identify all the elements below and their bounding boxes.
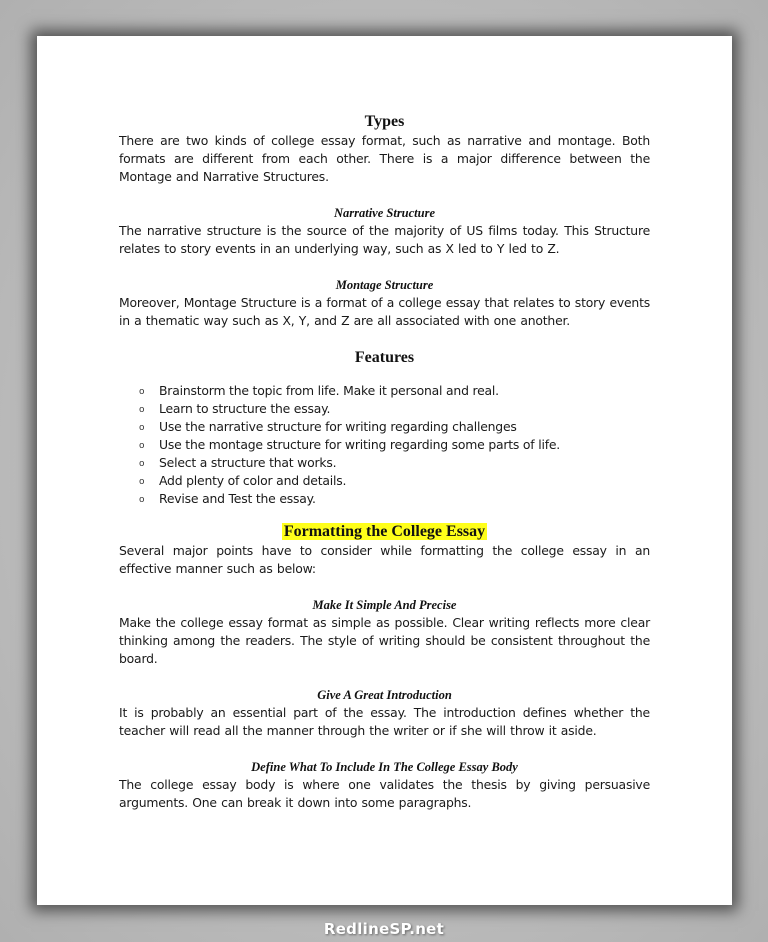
list-item-text: Brainstorm the topic from life. Make it personal and real. bbox=[159, 383, 499, 398]
features-list bbox=[119, 382, 650, 508]
list-item bbox=[119, 490, 650, 508]
spacer bbox=[119, 330, 650, 348]
paragraph-simple-precise: Make the college essay format as simple as possible. Clear writing reflects more clear thinking among the readers. The style of writing should be consistent throughout the board. bbox=[119, 615, 650, 666]
section-formatting bbox=[119, 522, 650, 578]
list-item-text: Learn to structure the essay. bbox=[159, 401, 331, 416]
list-item-text: Use the narrative structure for writing regarding challenges bbox=[159, 419, 517, 434]
circle-bullet-icon: o bbox=[139, 387, 145, 397]
spacer bbox=[119, 186, 650, 204]
paragraph-montage-structure: Moreover, Montage Structure is a format of a college essay that relates to story events in a thematic way such as X, Y, and Z are all associated with one another. bbox=[119, 295, 650, 328]
list-item bbox=[119, 472, 650, 490]
heading-types: Types bbox=[364, 113, 405, 130]
circle-bullet-icon: o bbox=[139, 441, 145, 451]
list-item-text: Add plenty of color and details. bbox=[159, 473, 347, 488]
section-simple-precise bbox=[119, 596, 650, 668]
section-introduction bbox=[119, 686, 650, 740]
watermark-text: RedlineSP.net bbox=[323, 920, 445, 938]
spacer bbox=[119, 368, 650, 382]
list-item bbox=[119, 436, 650, 454]
section-narrative-structure bbox=[119, 204, 650, 258]
section-essay-body bbox=[119, 758, 650, 812]
circle-bullet-icon: o bbox=[139, 459, 145, 469]
list-item-text: Revise and Test the essay. bbox=[159, 491, 316, 506]
section-features bbox=[119, 348, 650, 508]
document-page bbox=[37, 36, 732, 905]
spacer bbox=[119, 740, 650, 758]
circle-bullet-icon: o bbox=[139, 495, 145, 505]
spacer bbox=[119, 668, 650, 686]
circle-bullet-icon: o bbox=[139, 405, 145, 415]
list-item bbox=[119, 418, 650, 436]
spacer bbox=[119, 258, 650, 276]
heading-features: Features bbox=[354, 349, 415, 366]
paragraph-introduction: It is probably an essential part of the essay. The introduction defines whether the teacher will read all the manner through the writer or if she will throw it aside. bbox=[119, 705, 650, 738]
heading-montage-structure: Montage Structure bbox=[335, 278, 434, 292]
list-item-text: Use the montage structure for writing regarding some parts of life. bbox=[159, 437, 561, 452]
heading-simple-precise: Make It Simple And Precise bbox=[312, 598, 457, 612]
heading-essay-body: Define What To Include In The College Essay Body bbox=[251, 760, 518, 774]
highlighted-heading-text: Formatting the College Essay bbox=[283, 523, 486, 540]
circle-bullet-icon: o bbox=[139, 423, 145, 433]
spacer bbox=[119, 508, 650, 522]
paragraph-formatting: Several major points have to consider while formatting the college essay in an effective manner such as below: bbox=[119, 543, 650, 576]
paragraph-narrative-structure: The narrative structure is the source of the majority of US films today. This Structure relates to story events in an underlying way, such as X led to Y led to Z. bbox=[119, 223, 650, 256]
list-item bbox=[119, 382, 650, 400]
list-item-text: Select a structure that works. bbox=[159, 455, 337, 470]
heading-narrative-structure: Narrative Structure bbox=[333, 206, 436, 220]
heading-introduction: Give A Great Introduction bbox=[317, 688, 452, 702]
list-item bbox=[119, 454, 650, 472]
paragraph-essay-body: The college essay body is where one validates the thesis by giving persuasive arguments. One can break it down into some paragraphs. bbox=[119, 777, 650, 810]
paragraph-types: There are two kinds of college essay format, such as narrative and montage. Both formats are different from each other. There is a major difference between the Montage and Narrative Structures. bbox=[119, 133, 650, 184]
heading-formatting bbox=[119, 522, 650, 542]
spacer bbox=[119, 578, 650, 596]
list-item bbox=[119, 400, 650, 418]
document-content bbox=[119, 112, 650, 812]
section-types bbox=[119, 112, 650, 186]
section-montage-structure bbox=[119, 276, 650, 330]
circle-bullet-icon: o bbox=[139, 477, 145, 487]
